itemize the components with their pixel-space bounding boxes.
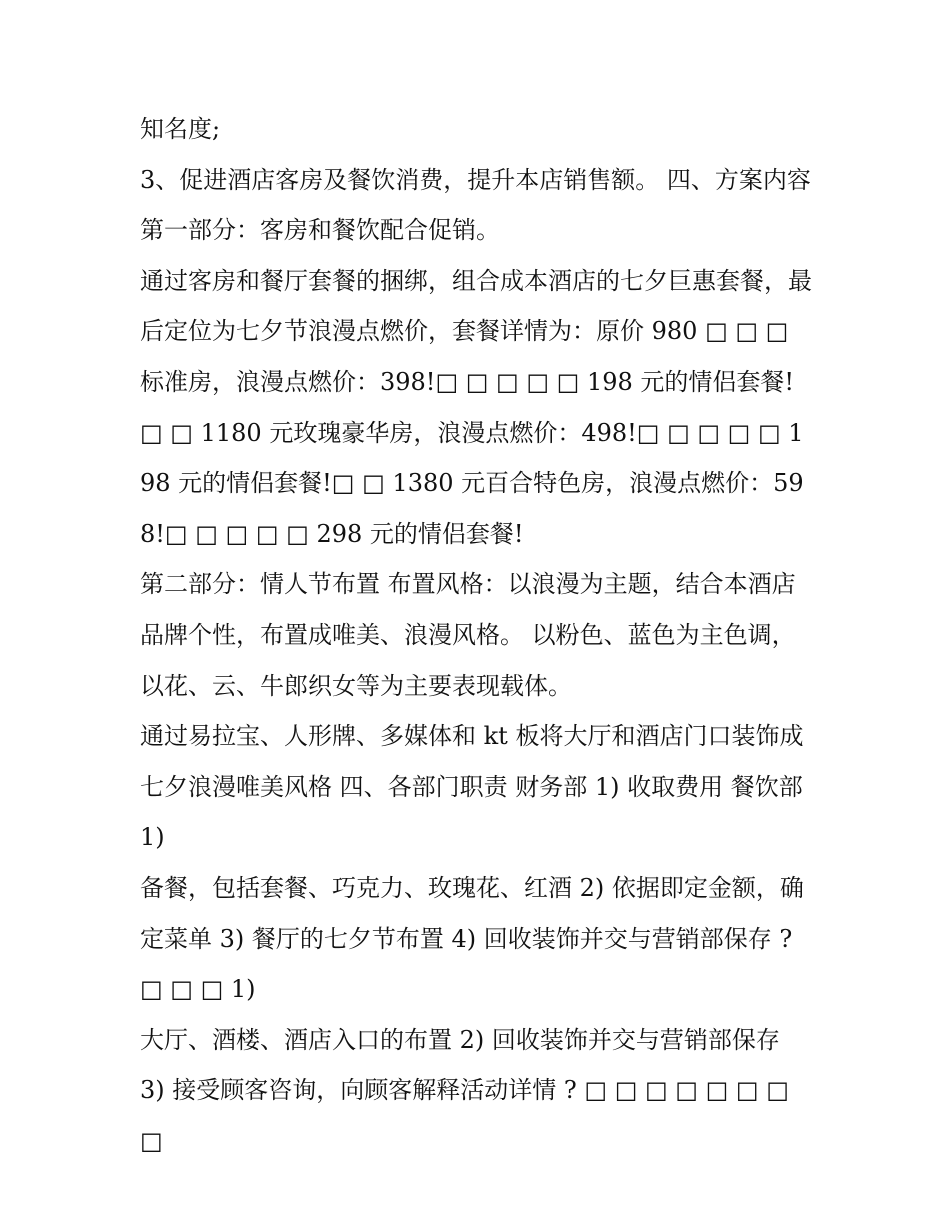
document-body — [140, 104, 819, 1166]
paragraph-6: 备餐，包括套餐、巧克力、玫瑰花、红酒 2) 依据即定金额，确定菜单 3) 餐厅的七夕节布置 4) 回收装饰并交与营销部保存 ? □ □ □ 1) — [140, 873, 804, 1004]
paragraph-3: 通过客房和餐厅套餐的捆绑，组合成本酒店的七夕巨惠套餐，最后定位为七夕节浪漫点燃价，套餐详情为：原价 980 □ □ □ 标准房，浪漫点燃价：398!□ □ □ □ □ 198 元的情侣套餐!□ □ 1180 元玫瑰豪华房，浪漫点燃价：498!□ □ □ □ □ 198 元的情侣套餐!□ □ 1380 元百合特色房，浪漫点燃价：598!□ □ □ □ □ 298 元的情侣套餐! — [140, 266, 812, 548]
paragraph-4: 第二部分：情人节布置 布置风格：以浪漫为主题，结合本酒店品牌个性，布置成唯美、浪漫风格。 以粉色、蓝色为主色调，以花、云、牛郎织女等为主要表现载体。 — [140, 570, 796, 700]
paragraph-5: 通过易拉宝、人形牌、多媒体和 kt 板将大厅和酒店门口装饰成七夕浪漫唯美风格 四、各部门职责 财务部 1) 收取费用 餐饮部 1) — [140, 722, 811, 852]
paragraph-7: 大厅、酒楼、酒店入口的布置 2) 回收装饰并交与营销部保存 3) 接受顾客咨询，向顾客解释活动详情 ? □ □ □ □ □ □ □ □ — [140, 1025, 797, 1155]
paragraph-1: 知名度; — [140, 115, 221, 143]
paragraph-2: 3、促进酒店客房及餐饮消费，提升本店销售额。 四、方案内容 第一部分：客房和餐饮配合促销。 — [140, 165, 819, 245]
